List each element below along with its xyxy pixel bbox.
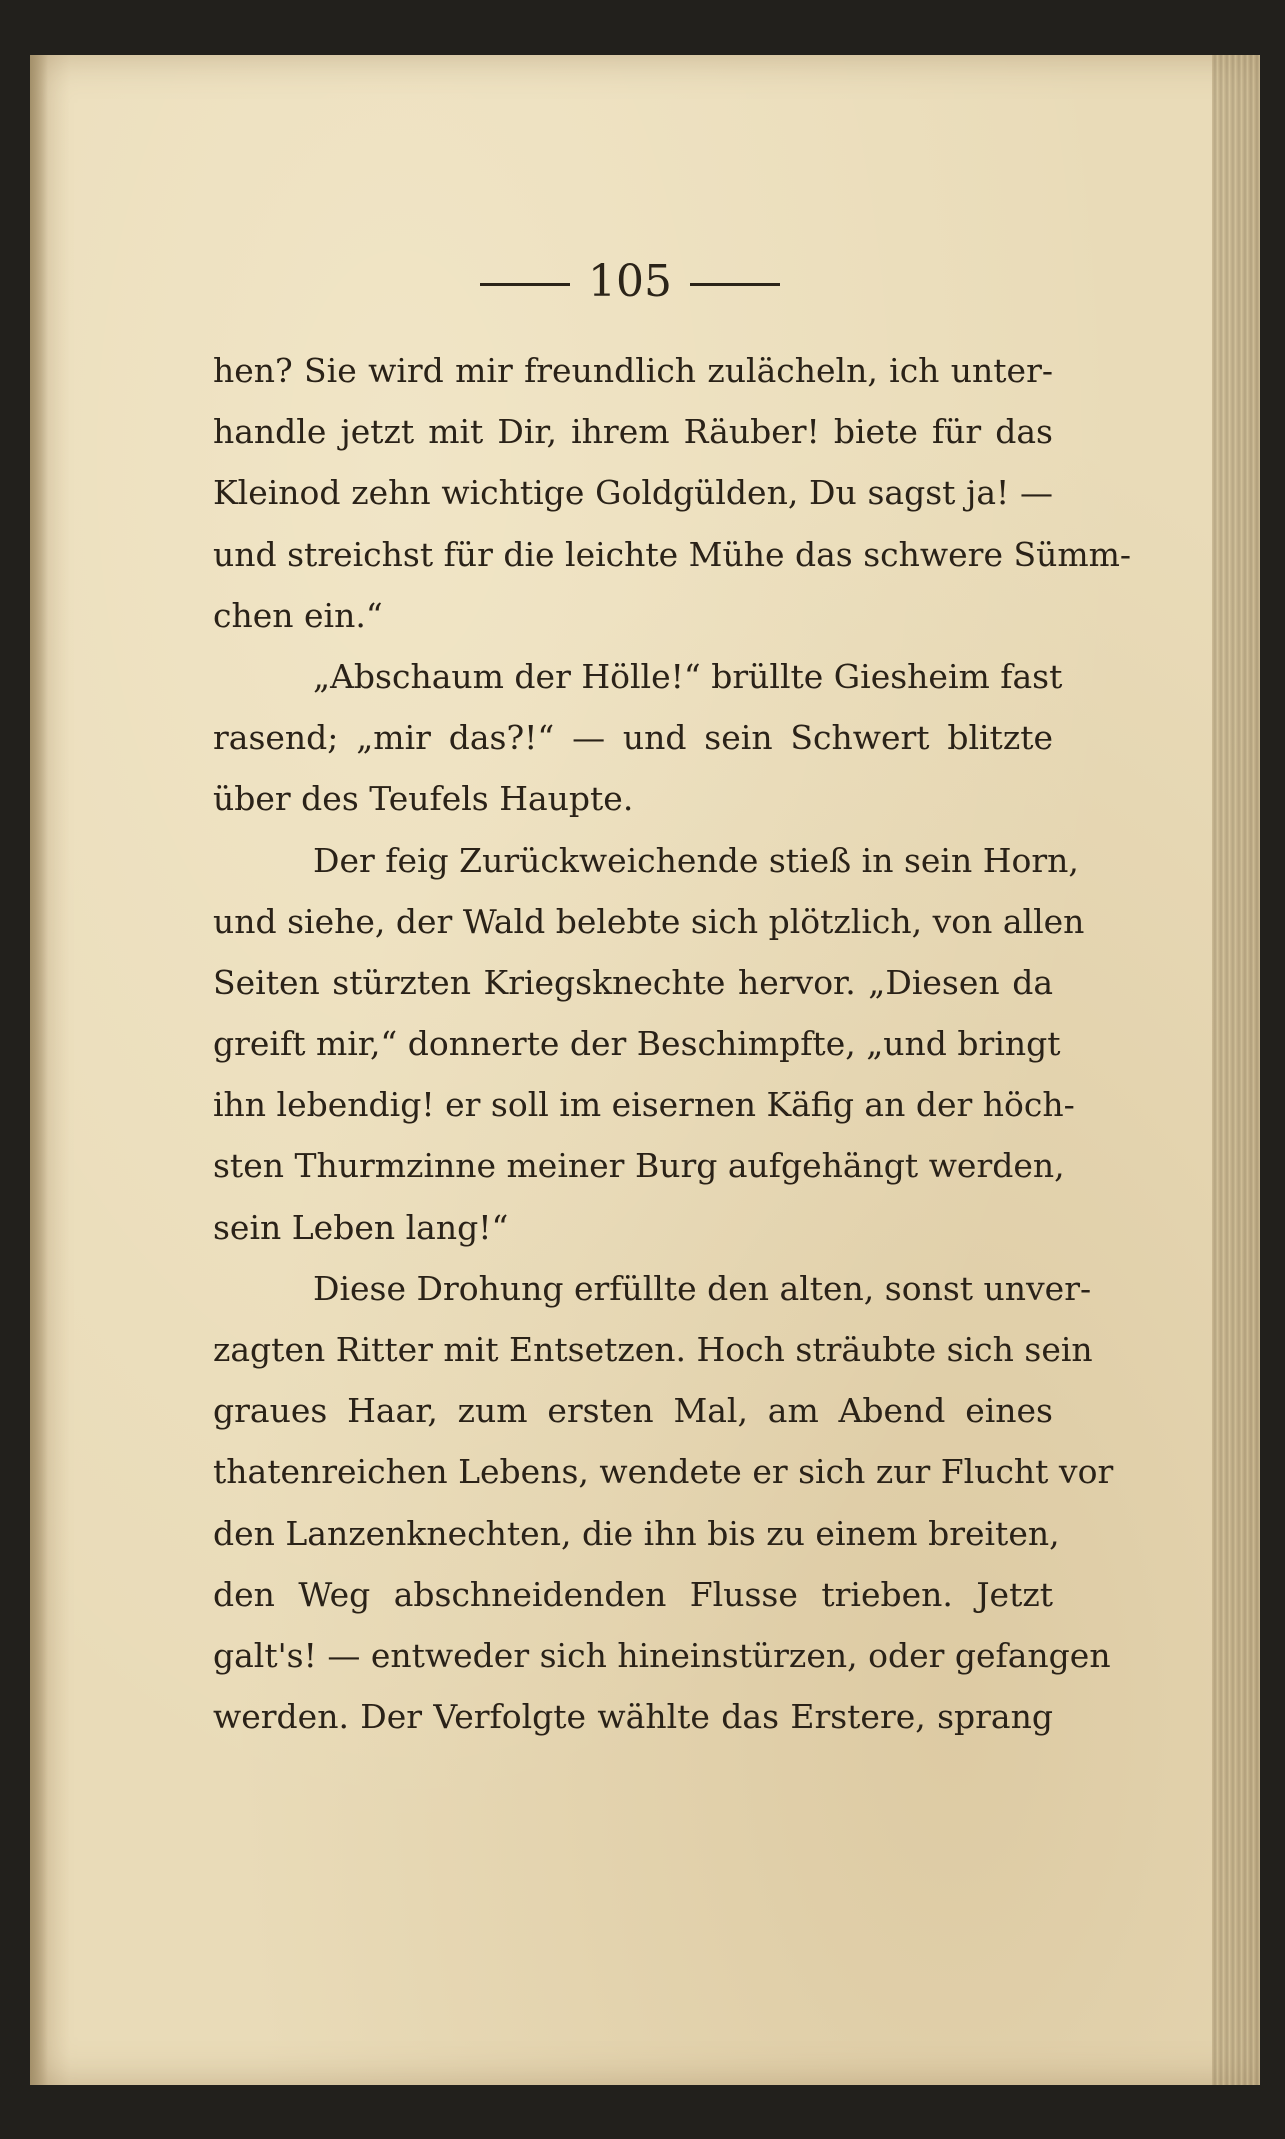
page-number: 105: [588, 256, 672, 307]
text-line: chen ein.“: [213, 595, 383, 635]
text-line: sten Thurmzinne meiner Burg aufgehängt werden,: [213, 1146, 1065, 1186]
text-line: werden. Der Verfolgte wählte das Erstere, sprang: [213, 1697, 1053, 1737]
header-dash-right: [690, 283, 780, 286]
header-dash-left: [480, 283, 570, 286]
text-line: handle jetzt mit Dir, ihrem Räuber! biete für das: [213, 412, 1053, 452]
text-line: über des Teufels Haupte.: [213, 779, 634, 819]
text-line: den Lanzenknechten, die ihn bis zu einem breiten,: [213, 1513, 1060, 1553]
text-line: greift mir,“ donnerte der Beschimpfte, „und bringt: [213, 1024, 1061, 1064]
text-line: zagten Ritter mit Entsetzen. Hoch sträubte sich sein: [213, 1330, 1093, 1369]
page-header: [450, 252, 810, 312]
text-line: und siehe, der Wald belebte sich plötzlich, von allen: [213, 901, 1085, 941]
text-line: Seiten stürzten Kriegsknechte hervor. „Diesen da: [213, 962, 1053, 1002]
text-line: galt's! — entweder sich hineinstürzen, oder gefangen: [213, 1635, 1111, 1675]
page-stack-edge: [1212, 55, 1260, 2085]
text-line: Kleinod zehn wichtige Goldgülden, Du sagst ja! —: [213, 473, 1053, 513]
text-line: den Weg abschneidenden Flusse trieben. Jetzt: [213, 1574, 1053, 1614]
text-line: Der feig Zurückweichende stieß in sein Horn,: [313, 840, 1079, 880]
body-text: [213, 340, 1132, 1747]
text-line: ihn lebendig! er soll im eisernen Käfig an der höch-: [213, 1085, 1075, 1125]
text-line: thatenreichen Lebens, wendete er sich zur Flucht vor: [213, 1452, 1114, 1492]
gutter-shadow: [30, 55, 48, 2085]
text-line: hen? Sie wird mir freundlich zulächeln, ich unter-: [213, 351, 1053, 390]
text-line: graues Haar, zum ersten Mal, am Abend eines: [213, 1391, 1053, 1431]
text-line: rasend; „mir das?!“ — und sein Schwert blitzte: [213, 718, 1053, 758]
text-line: Diese Drohung erfüllte den alten, sonst unver-: [313, 1268, 1092, 1308]
text-line: sein Leben lang!“: [213, 1207, 509, 1247]
text-line: „Abschaum der Hölle!“ brüllte Giesheim fast: [313, 656, 1063, 696]
text-line: und streichst für die leichte Mühe das schwere Sümm-: [213, 534, 1132, 574]
